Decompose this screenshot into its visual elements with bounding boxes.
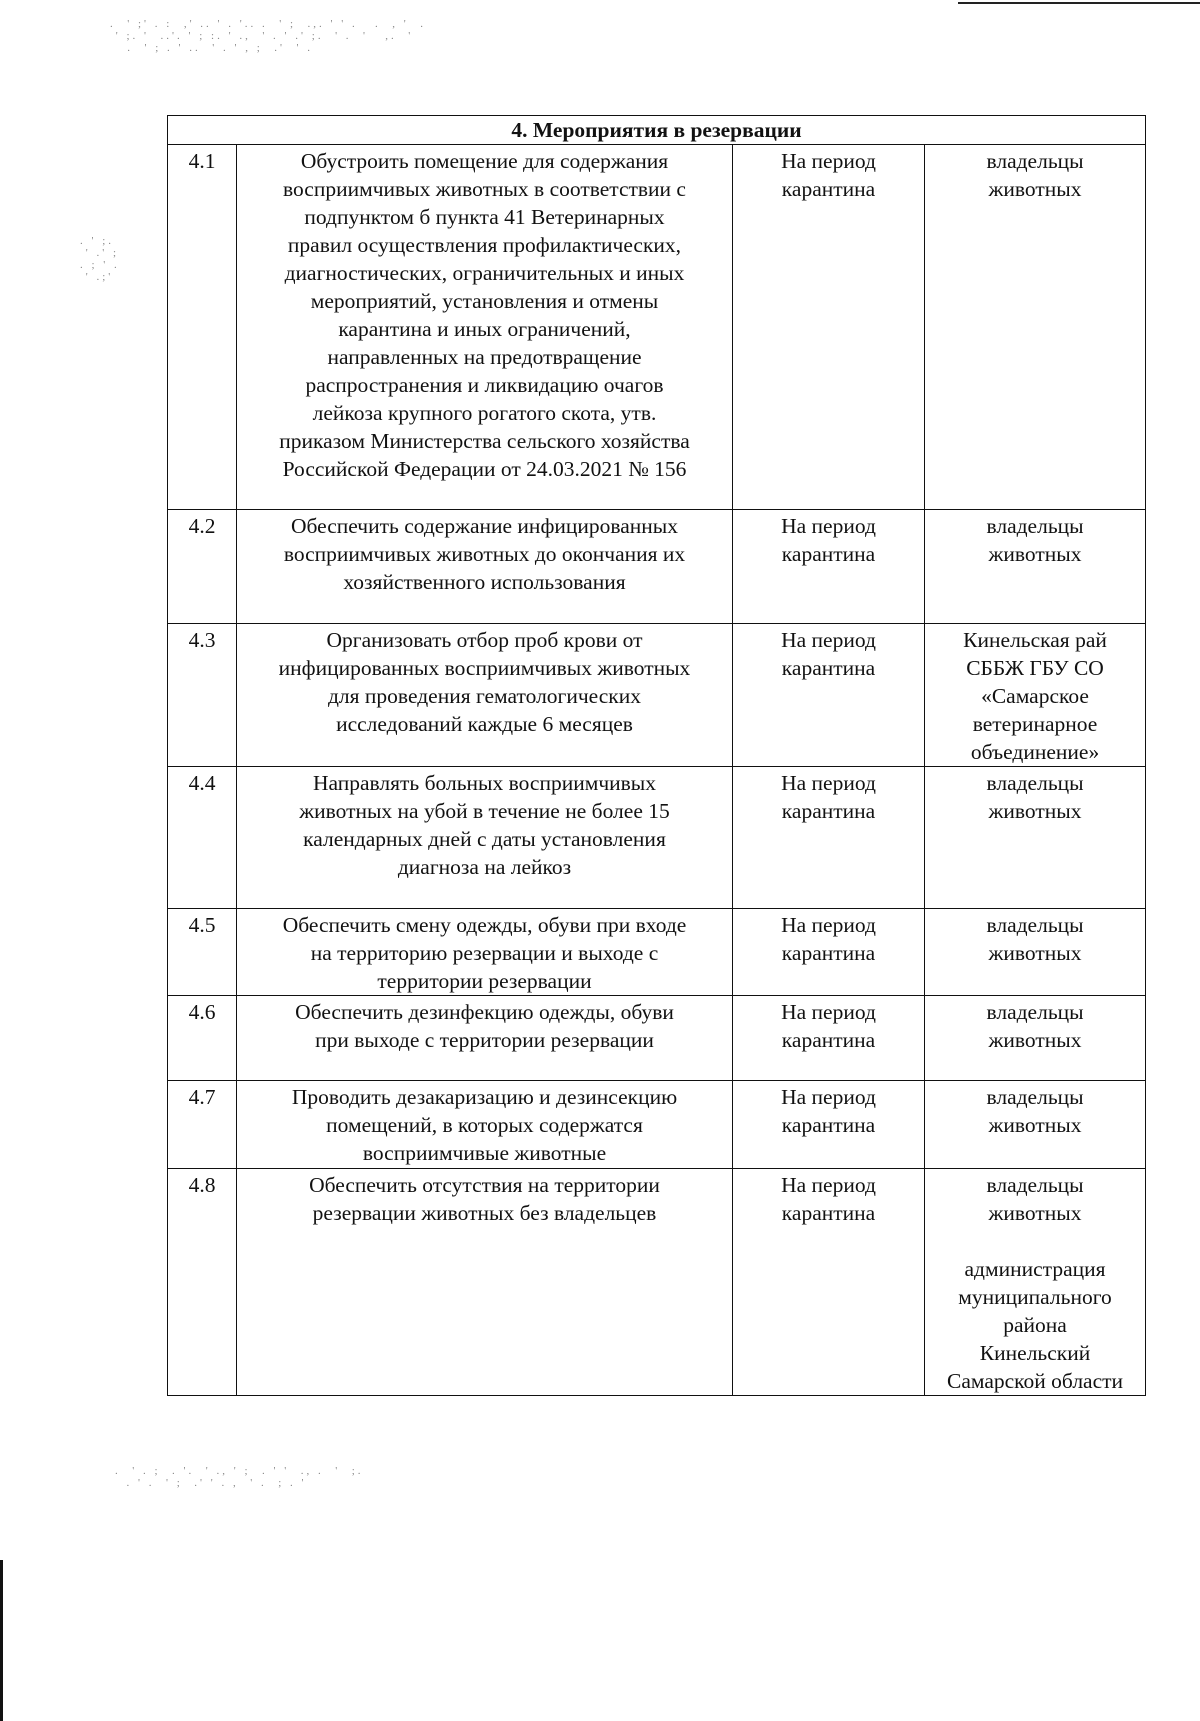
row-number: 4.1 [168, 145, 237, 510]
row-action: Обеспечить отсутствия на территории резервации животных без владельцев [237, 1169, 733, 1396]
scan-noise-top: . ' ;' . : ,' .. ' . '.. . ' ; .,. ' ' . . , ' . ' ;. ' ..'. ' ; :. ' ., ' . ' .' ;. ' . ' ,. ' . ' ; . ' .. ' . ' , ; .' ' . [110, 18, 427, 54]
row-action: Обустроить помещение для содержания восприимчивых животных в соответствии с подпунктом б пункта 41 Ветеринарных правил осуществления профилактических, диагностических, ограничительных и иных мероприятий, установления и отмены карантина и иных ограничений, направленных на предотвращение распространения и ликвидацию очагов лейкоза крупного рогатого скота, утв. приказом Министерства сельского хозяйства Российской Федерации от 24.03.2021 № 156 [237, 145, 733, 510]
row-action: Обеспечить смену одежды, обуви при входе на территорию резервации и выходе с территории резервации [237, 909, 733, 996]
section-title: 4. Мероприятия в резервации [168, 116, 1146, 145]
scan-noise-left: . ' ;. ' .' ; . ; ' . ' .;' [80, 235, 120, 283]
row-responsible: Кинельская рай СББЖ ГБУ СО «Самарское ветеринарное объединение» [925, 624, 1146, 767]
row-responsible: владельцы животных [925, 996, 1146, 1081]
row-term: На период карантина [733, 145, 925, 510]
row-number: 4.6 [168, 996, 237, 1081]
row-number: 4.3 [168, 624, 237, 767]
section-header-row [168, 116, 1146, 145]
row-number: 4.4 [168, 767, 237, 909]
row-number: 4.5 [168, 909, 237, 996]
scan-noise-bottom: . ' . ; . '. ' ., ' ; . ' ' ., . ' ;. . ' . ' ; .' ' . , ' . ; . ' [115, 1465, 364, 1489]
measures-table [167, 115, 1146, 1396]
row-number: 4.2 [168, 510, 237, 624]
row-responsible: владельцы животных [925, 1081, 1146, 1169]
row-action: Организовать отбор проб крови от инфицированных восприимчивых животных для проведения гематологических исследований каждые 6 месяцев [237, 624, 733, 767]
table-row [168, 1081, 1146, 1169]
row-number: 4.8 [168, 1169, 237, 1396]
row-responsible: владельцы животных [986, 1173, 1084, 1225]
row-responsible: владельцы животных [925, 767, 1146, 909]
row-responsible-cell [925, 1169, 1146, 1396]
row-action: Обеспечить содержание инфицированных восприимчивых животных до окончания их хозяйственного использования [237, 510, 733, 624]
row-responsible-extra: администрация муниципального района Кинельский Самарской области [947, 1257, 1124, 1393]
row-responsible: владельцы животных [925, 909, 1146, 996]
row-term: На период карантина [733, 624, 925, 767]
row-term: На период карантина [733, 510, 925, 624]
row-term: На период карантина [733, 909, 925, 996]
row-action: Обеспечить дезинфекцию одежды, обуви при выходе с территории резервации [237, 996, 733, 1081]
row-term: На период карантина [733, 1081, 925, 1169]
top-edge-rule [958, 2, 1200, 4]
table-row [168, 1169, 1146, 1396]
responsible-gap [931, 1227, 1139, 1255]
row-action: Направлять больных восприимчивых животных на убой в течение не более 15 календарных дней с даты установления диагноза на лейкоз [237, 767, 733, 909]
table-row [168, 996, 1146, 1081]
row-term: На период карантина [733, 996, 925, 1081]
row-number: 4.7 [168, 1081, 237, 1169]
row-responsible: владельцы животных [925, 145, 1146, 510]
row-term: На период карантина [733, 767, 925, 909]
table-row [168, 510, 1146, 624]
scan-left-edge [0, 1560, 3, 1721]
row-responsible: владельцы животных [925, 510, 1146, 624]
row-action: Проводить дезакаризацию и дезинсекцию помещений, в которых содержатся восприимчивые животные [237, 1081, 733, 1169]
table-row [168, 909, 1146, 996]
table-row [168, 767, 1146, 909]
row-term: На период карантина [733, 1169, 925, 1396]
table-row [168, 624, 1146, 767]
table-row [168, 145, 1146, 510]
